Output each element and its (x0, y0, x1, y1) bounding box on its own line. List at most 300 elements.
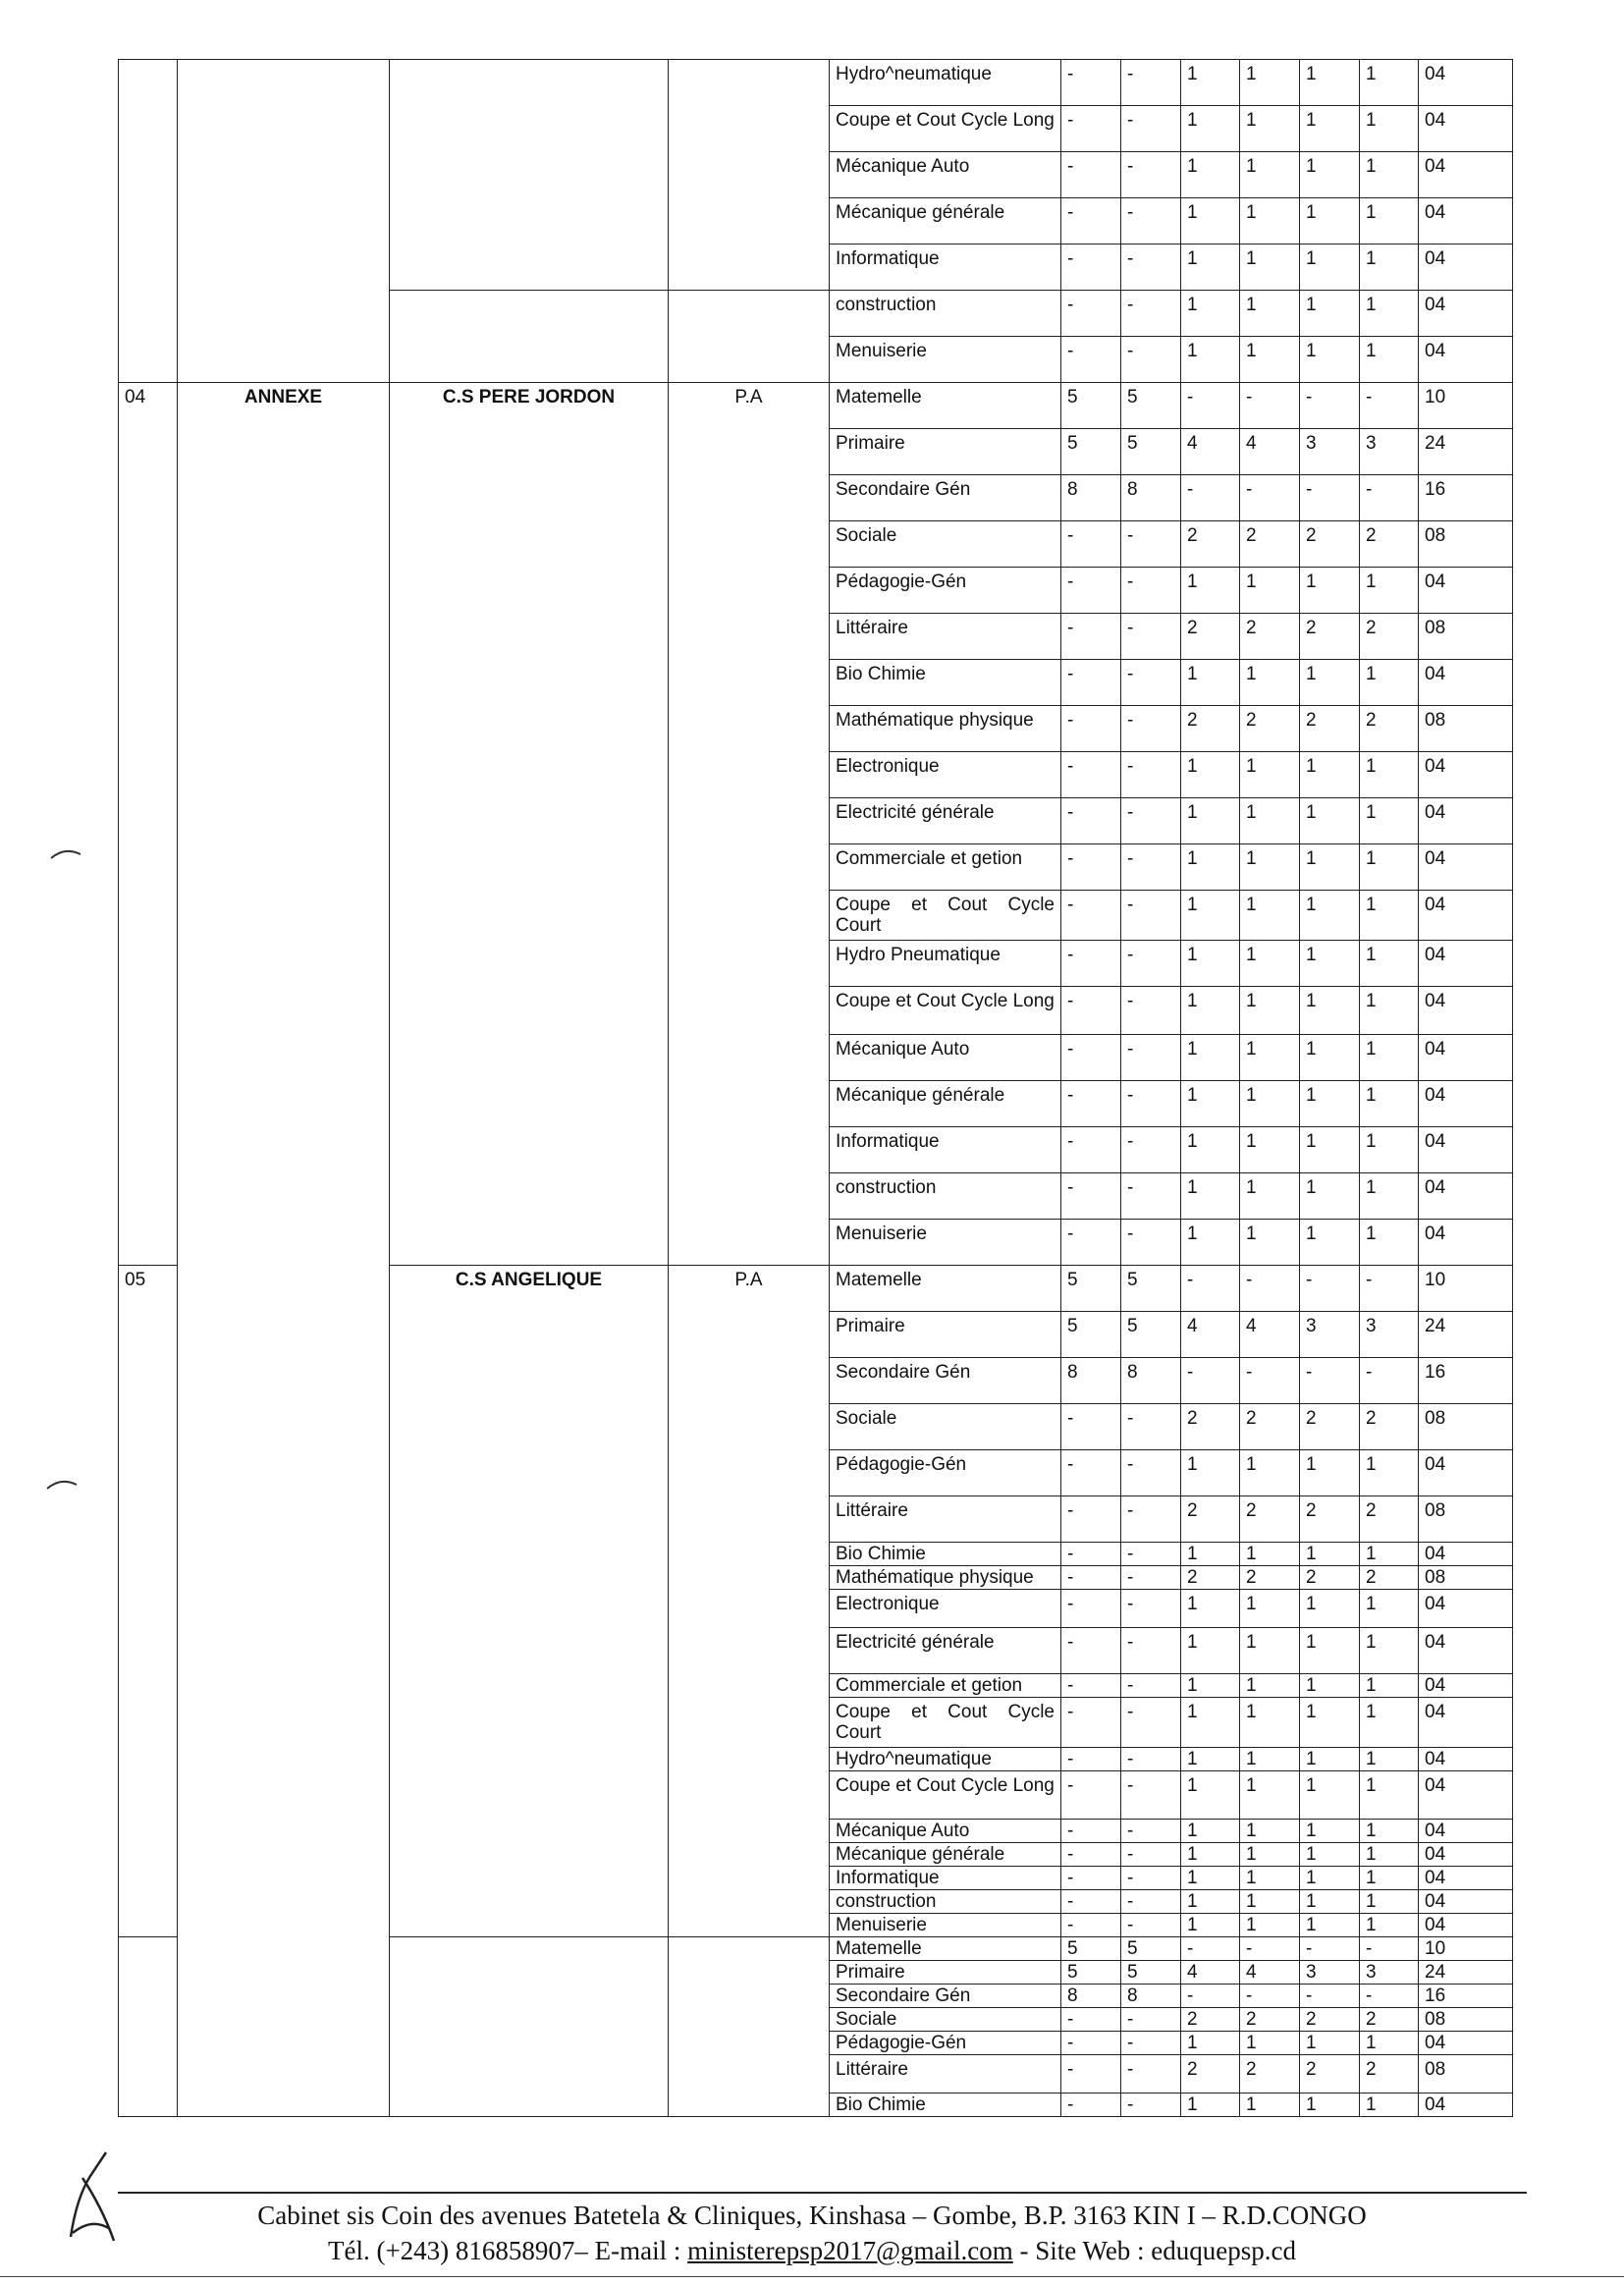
class-count: 1 (1360, 1820, 1419, 1843)
class-count: - (1360, 1358, 1419, 1404)
class-count: - (1181, 1937, 1240, 1961)
section-name: Secondaire Gén (830, 1985, 1061, 2008)
class-count: - (1240, 1358, 1300, 1404)
class-count: 1 (1300, 1890, 1360, 1914)
class-count: 1 (1300, 1843, 1360, 1867)
class-count: 1 (1240, 245, 1300, 291)
section-name: construction (830, 1173, 1061, 1220)
class-count: 1 (1240, 106, 1300, 152)
section-name: Commerciale et getion (830, 1674, 1061, 1698)
class-count: 1 (1181, 1771, 1240, 1820)
class-count: 1 (1240, 752, 1300, 798)
section-name: Mathématique physique (830, 1566, 1061, 1590)
class-count: - (1061, 2032, 1121, 2055)
class-count: 5 (1121, 429, 1181, 475)
class-count: - (1121, 245, 1181, 291)
class-count: 3 (1300, 1961, 1360, 1985)
class-count: 1 (1240, 1771, 1300, 1820)
class-count: 1 (1300, 60, 1360, 106)
row-total: 04 (1419, 106, 1513, 152)
class-count: 1 (1360, 1771, 1419, 1820)
class-count: 8 (1121, 1985, 1181, 2008)
class-count: 3 (1360, 1312, 1419, 1358)
class-count: - (1121, 706, 1181, 752)
row-total: 04 (1419, 1035, 1513, 1081)
class-count: - (1121, 891, 1181, 941)
class-count: - (1121, 291, 1181, 337)
row-total: 08 (1419, 2055, 1513, 2094)
class-count: 1 (1360, 60, 1419, 106)
class-count: - (1240, 383, 1300, 429)
row-total: 04 (1419, 568, 1513, 614)
class-count: 4 (1181, 1312, 1240, 1358)
class-count: - (1121, 1698, 1181, 1748)
class-count: - (1121, 1543, 1181, 1566)
class-count: - (1121, 568, 1181, 614)
class-count: 2 (1300, 1404, 1360, 1450)
class-count: 2 (1360, 1566, 1419, 1590)
class-count: - (1360, 383, 1419, 429)
section-name: Matemelle (830, 383, 1061, 429)
class-count: 2 (1240, 1404, 1300, 1450)
row-total: 10 (1419, 1937, 1513, 1961)
class-count: 3 (1360, 429, 1419, 475)
class-count: 1 (1300, 1771, 1360, 1820)
class-count: 1 (1300, 245, 1360, 291)
section-name: Mécanique Auto (830, 1035, 1061, 1081)
class-count: 2 (1181, 1404, 1240, 1450)
section-name: Informatique (830, 1127, 1061, 1173)
class-count: 1 (1181, 1220, 1240, 1266)
class-count: - (1061, 987, 1121, 1035)
class-count: - (1121, 1220, 1181, 1266)
class-count: - (1121, 660, 1181, 706)
section-name: Coupe et Cout Cycle Long (830, 1771, 1061, 1820)
row-total: 04 (1419, 337, 1513, 383)
section-name: Electronique (830, 1590, 1061, 1628)
class-count: 1 (1181, 1543, 1240, 1566)
row-total: 04 (1419, 941, 1513, 987)
class-count: 1 (1181, 1450, 1240, 1496)
class-count: - (1061, 2055, 1121, 2094)
class-count: 5 (1121, 383, 1181, 429)
class-count: 1 (1360, 1748, 1419, 1771)
class-count: - (1121, 1771, 1181, 1820)
class-count: 1 (1360, 1914, 1419, 1937)
class-count: 1 (1181, 987, 1240, 1035)
class-count: - (1061, 1890, 1121, 1914)
class-count: - (1061, 1590, 1121, 1628)
class-count: - (1300, 475, 1360, 521)
class-count: - (1360, 1266, 1419, 1312)
row-total: 08 (1419, 521, 1513, 568)
class-count: 1 (1240, 1748, 1300, 1771)
class-count: - (1121, 1914, 1181, 1937)
page-bottom-rule (0, 2276, 1624, 2277)
class-count: 1 (1181, 106, 1240, 152)
class-count: - (1121, 1628, 1181, 1674)
class-count: 2 (1360, 1404, 1419, 1450)
class-count: - (1121, 1127, 1181, 1173)
class-count: - (1300, 1358, 1360, 1404)
class-count: - (1061, 1748, 1121, 1771)
class-count: 1 (1360, 1590, 1419, 1628)
class-count: - (1061, 706, 1121, 752)
class-count: 1 (1300, 2032, 1360, 2055)
row-total: 08 (1419, 1404, 1513, 1450)
class-count: - (1061, 1698, 1121, 1748)
class-count: 2 (1300, 706, 1360, 752)
section-name: Electricité générale (830, 1628, 1061, 1674)
class-count: 1 (1181, 1035, 1240, 1081)
row-total: 04 (1419, 291, 1513, 337)
class-count: 5 (1121, 1937, 1181, 1961)
class-count: 8 (1061, 475, 1121, 521)
class-count: 1 (1240, 987, 1300, 1035)
class-count: - (1121, 60, 1181, 106)
class-count: 1 (1300, 1628, 1360, 1674)
class-count: 2 (1300, 2055, 1360, 2094)
class-count: 1 (1240, 291, 1300, 337)
class-count: 1 (1181, 1081, 1240, 1127)
class-count: - (1121, 941, 1181, 987)
section-name: Mécanique Auto (830, 1820, 1061, 1843)
section-name: Secondaire Gén (830, 475, 1061, 521)
class-count: 1 (1360, 1890, 1419, 1914)
class-count: 2 (1300, 2008, 1360, 2032)
class-count: - (1360, 1937, 1419, 1961)
section-name: Electronique (830, 752, 1061, 798)
footer-address: Cabinet sis Coin des avenues Batetela & Cliniques, Kinshasa – Gombe, B.P. 3163 KIN I – R.D.CONGO (257, 2201, 1367, 2230)
class-count: 2 (1181, 614, 1240, 660)
section-name: Hydro^neumatique (830, 1748, 1061, 1771)
class-count: - (1121, 1843, 1181, 1867)
class-count: - (1121, 198, 1181, 245)
class-count: 1 (1181, 844, 1240, 891)
class-count: 2 (1240, 2008, 1300, 2032)
class-count: 2 (1240, 614, 1300, 660)
section-name: Informatique (830, 1867, 1061, 1890)
class-count: - (1121, 521, 1181, 568)
class-count: - (1061, 614, 1121, 660)
section-name: Coupe et Cout Cycle Court (830, 1698, 1061, 1748)
school-name (390, 1937, 669, 2117)
class-count: 1 (1360, 198, 1419, 245)
class-count: 2 (1240, 521, 1300, 568)
class-count: 1 (1181, 2094, 1240, 2117)
school-type: ANNEXE (178, 383, 390, 2117)
class-count: 1 (1300, 660, 1360, 706)
row-total: 16 (1419, 1985, 1513, 2008)
section-name: Electricité générale (830, 798, 1061, 844)
class-count: 1 (1300, 1450, 1360, 1496)
class-count: 1 (1300, 337, 1360, 383)
row-total: 04 (1419, 1173, 1513, 1220)
class-count: 1 (1360, 568, 1419, 614)
section-name: construction (830, 291, 1061, 337)
class-count: 8 (1061, 1985, 1121, 2008)
class-count: 1 (1360, 1843, 1419, 1867)
class-count: - (1121, 1820, 1181, 1843)
class-count: 2 (1360, 614, 1419, 660)
class-count: - (1121, 106, 1181, 152)
class-count: 1 (1240, 1173, 1300, 1220)
class-count: - (1360, 475, 1419, 521)
class-count: - (1121, 1590, 1181, 1628)
class-count: 1 (1300, 106, 1360, 152)
class-count: - (1061, 291, 1121, 337)
class-count: 5 (1121, 1312, 1181, 1358)
row-total: 04 (1419, 1867, 1513, 1890)
margin-tick-mark (49, 846, 82, 860)
row-total: 08 (1419, 614, 1513, 660)
row-total: 04 (1419, 2032, 1513, 2055)
class-count: 1 (1360, 1867, 1419, 1890)
row-total: 04 (1419, 60, 1513, 106)
row-total: 04 (1419, 1628, 1513, 1674)
class-count: - (1061, 798, 1121, 844)
school-name: C.S PERE JORDON (390, 383, 669, 1266)
class-count: - (1061, 198, 1121, 245)
school-type (178, 60, 390, 383)
class-count: 1 (1300, 1081, 1360, 1127)
class-count: 1 (1300, 2094, 1360, 2117)
section-name: Coupe et Cout Cycle Long (830, 987, 1061, 1035)
class-count: 2 (1240, 1496, 1300, 1543)
class-count: - (1300, 1266, 1360, 1312)
class-count: 1 (1240, 891, 1300, 941)
class-count: - (1121, 2032, 1181, 2055)
footer-tel: Tél. (+243) 816858907– E-mail : (327, 2236, 688, 2265)
class-count: 5 (1061, 1937, 1121, 1961)
section-name: Primaire (830, 1312, 1061, 1358)
class-count: - (1061, 2008, 1121, 2032)
class-count: - (1061, 891, 1121, 941)
row-total: 04 (1419, 1748, 1513, 1771)
section-name: Mécanique générale (830, 198, 1061, 245)
class-count: 1 (1240, 568, 1300, 614)
class-count: - (1061, 1674, 1121, 1698)
section-name: Secondaire Gén (830, 1358, 1061, 1404)
class-count: - (1300, 1985, 1360, 2008)
class-count: - (1240, 475, 1300, 521)
section-name: Menuiserie (830, 1914, 1061, 1937)
class-count: 1 (1181, 1914, 1240, 1937)
class-count: 1 (1240, 1127, 1300, 1173)
class-count: - (1121, 752, 1181, 798)
class-count: - (1061, 1820, 1121, 1843)
class-count: 2 (1181, 2008, 1240, 2032)
section-name: Bio Chimie (830, 1543, 1061, 1566)
school-name: C.S ANGELIQUE (390, 1266, 669, 1937)
class-count: - (1121, 2055, 1181, 2094)
class-count: 1 (1300, 1590, 1360, 1628)
footer (0, 2198, 1624, 2268)
class-count: 1 (1300, 1543, 1360, 1566)
row-total: 04 (1419, 1698, 1513, 1748)
class-count: 5 (1061, 1312, 1121, 1358)
footer-email-link[interactable]: ministerepsp2017@gmail.com (687, 2236, 1013, 2265)
row-total: 04 (1419, 245, 1513, 291)
class-count: 1 (1240, 2032, 1300, 2055)
class-count: 1 (1181, 1843, 1240, 1867)
class-count: 1 (1360, 106, 1419, 152)
class-count: 1 (1240, 1590, 1300, 1628)
section-name: Littéraire (830, 1496, 1061, 1543)
class-count: 1 (1181, 1628, 1240, 1674)
class-count: 1 (1240, 1843, 1300, 1867)
class-count: 1 (1300, 1867, 1360, 1890)
class-count: 1 (1360, 1628, 1419, 1674)
class-count: - (1121, 798, 1181, 844)
class-count: - (1300, 1937, 1360, 1961)
row-total: 04 (1419, 1674, 1513, 1698)
class-count: 1 (1240, 1867, 1300, 1890)
class-count: - (1061, 1843, 1121, 1867)
class-count: 1 (1181, 1674, 1240, 1698)
row-total: 04 (1419, 1914, 1513, 1937)
row-total: 10 (1419, 1266, 1513, 1312)
class-count: 1 (1360, 798, 1419, 844)
class-count: 1 (1300, 1674, 1360, 1698)
class-count: 2 (1360, 706, 1419, 752)
row-total: 04 (1419, 1543, 1513, 1566)
section-name: Pédagogie-Gén (830, 568, 1061, 614)
section-name: Littéraire (830, 614, 1061, 660)
school-regime: P.A (669, 1266, 830, 1937)
section-name: Pédagogie-Gén (830, 1450, 1061, 1496)
footer-contact-line (0, 2233, 1624, 2268)
row-total: 04 (1419, 1081, 1513, 1127)
class-count: 1 (1300, 1220, 1360, 1266)
school-number (119, 1937, 178, 2117)
class-count: 1 (1300, 987, 1360, 1035)
section-name: construction (830, 1890, 1061, 1914)
class-count: 1 (1360, 152, 1419, 198)
class-count: - (1061, 1173, 1121, 1220)
class-count: - (1121, 337, 1181, 383)
class-count: 5 (1121, 1266, 1181, 1312)
school-number (119, 60, 178, 383)
section-name: Mécanique générale (830, 1843, 1061, 1867)
class-count: 5 (1061, 429, 1121, 475)
class-count: 8 (1121, 475, 1181, 521)
section-name: Littéraire (830, 2055, 1061, 2094)
class-count: 1 (1360, 2094, 1419, 2117)
row-total: 24 (1419, 1312, 1513, 1358)
class-count: - (1061, 844, 1121, 891)
class-count: 1 (1240, 1081, 1300, 1127)
class-count: 1 (1300, 291, 1360, 337)
section-name: Hydro^neumatique (830, 60, 1061, 106)
class-count: - (1061, 60, 1121, 106)
class-count: 2 (1360, 2008, 1419, 2032)
row-total: 04 (1419, 1820, 1513, 1843)
class-count: 5 (1121, 1961, 1181, 1985)
class-count: - (1181, 1985, 1240, 2008)
class-count: 2 (1240, 2055, 1300, 2094)
class-count: - (1181, 1358, 1240, 1404)
class-count: - (1061, 152, 1121, 198)
class-count: - (1360, 1985, 1419, 2008)
class-count: 1 (1181, 941, 1240, 987)
class-count: 1 (1181, 568, 1240, 614)
row-total: 08 (1419, 706, 1513, 752)
class-count: - (1061, 1081, 1121, 1127)
school-regime (669, 60, 830, 291)
class-count: 3 (1300, 1312, 1360, 1358)
section-name: Mécanique générale (830, 1081, 1061, 1127)
class-count: 4 (1181, 1961, 1240, 1985)
class-count: - (1121, 1890, 1181, 1914)
table-row (119, 383, 1513, 429)
row-total: 04 (1419, 1890, 1513, 1914)
class-count: 2 (1300, 1566, 1360, 1590)
section-name: Matemelle (830, 1266, 1061, 1312)
class-count: 1 (1360, 987, 1419, 1035)
class-count: 1 (1240, 2094, 1300, 2117)
class-count: 3 (1360, 1961, 1419, 1985)
class-count: 1 (1360, 752, 1419, 798)
section-name: Informatique (830, 245, 1061, 291)
class-count: - (1300, 383, 1360, 429)
row-total: 04 (1419, 1450, 1513, 1496)
class-count: 1 (1360, 1543, 1419, 1566)
class-count: 1 (1181, 337, 1240, 383)
section-name: Sociale (830, 521, 1061, 568)
class-count: 2 (1300, 521, 1360, 568)
row-total: 10 (1419, 383, 1513, 429)
section-name: Primaire (830, 429, 1061, 475)
class-count: 8 (1121, 1358, 1181, 1404)
class-count: 1 (1360, 245, 1419, 291)
class-count: 1 (1181, 245, 1240, 291)
class-count: 1 (1360, 1698, 1419, 1748)
class-count: 2 (1360, 2055, 1419, 2094)
class-count: 1 (1240, 1674, 1300, 1698)
class-count: - (1061, 1450, 1121, 1496)
class-count: 2 (1181, 1566, 1240, 1590)
row-total: 04 (1419, 891, 1513, 941)
section-name: Bio Chimie (830, 2094, 1061, 2117)
class-count: 2 (1240, 706, 1300, 752)
class-count: - (1121, 1867, 1181, 1890)
class-count: - (1121, 844, 1181, 891)
row-total: 24 (1419, 429, 1513, 475)
class-count: 4 (1240, 1961, 1300, 1985)
class-count: - (1181, 1266, 1240, 1312)
class-count: 1 (1181, 660, 1240, 706)
class-count: 1 (1360, 2032, 1419, 2055)
section-name: Bio Chimie (830, 660, 1061, 706)
class-count: 2 (1360, 521, 1419, 568)
row-total: 24 (1419, 1961, 1513, 1985)
section-name: Mathématique physique (830, 706, 1061, 752)
section-name: Matemelle (830, 1937, 1061, 1961)
class-count: 1 (1240, 1890, 1300, 1914)
school-regime (669, 1937, 830, 2117)
class-count: - (1121, 2008, 1181, 2032)
class-count: 1 (1181, 60, 1240, 106)
class-count: 2 (1300, 1496, 1360, 1543)
class-count: 1 (1181, 2032, 1240, 2055)
school-regime: P.A (669, 383, 830, 1266)
class-count: 1 (1300, 941, 1360, 987)
school-name-empty (390, 291, 669, 383)
school-name (390, 60, 669, 291)
class-count: 2 (1181, 521, 1240, 568)
class-count: 1 (1181, 291, 1240, 337)
